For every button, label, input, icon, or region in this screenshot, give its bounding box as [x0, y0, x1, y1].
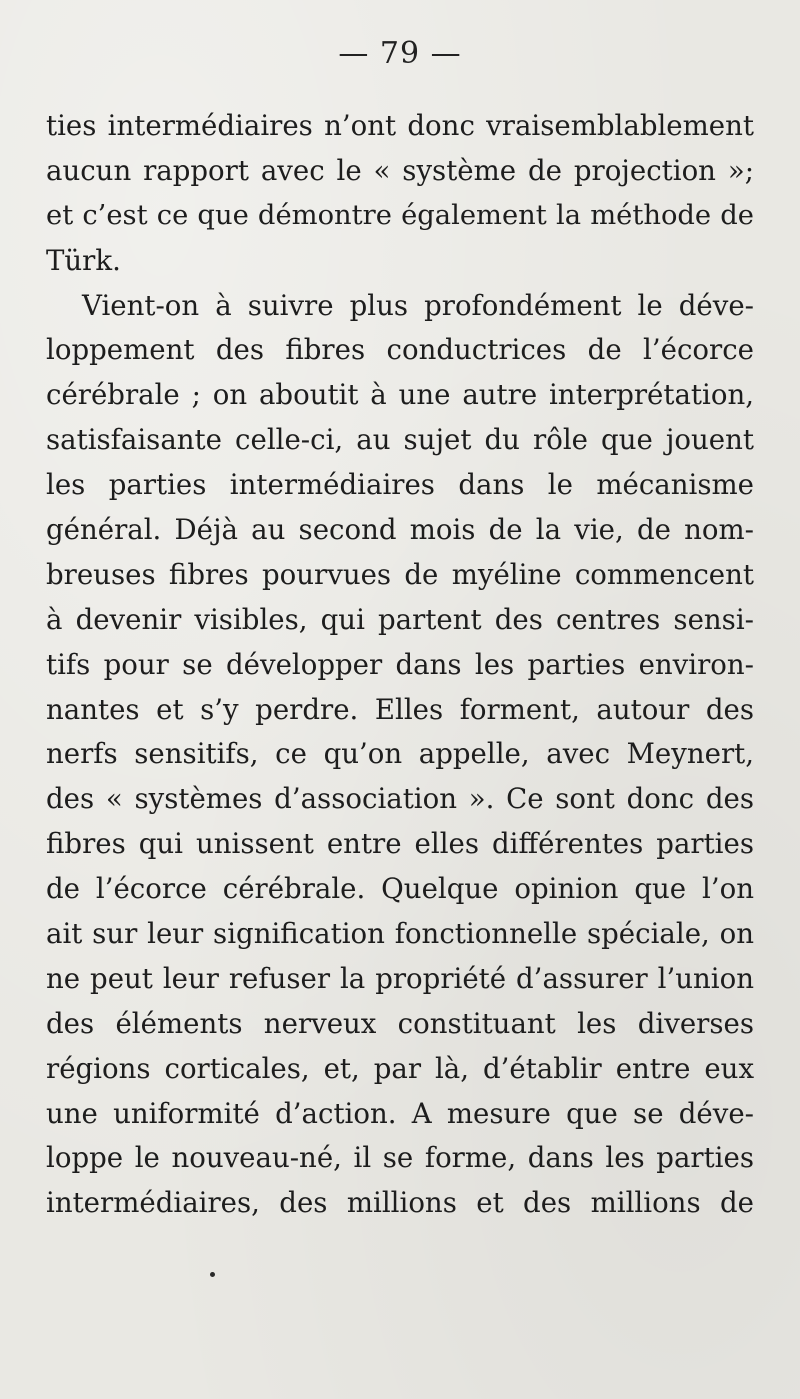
page-number: — 79 — [338, 36, 462, 71]
text-line: loppement des fibres conductrices de l’écorce [46, 333, 754, 367]
text-line: des éléments nerveux constituant les diverses [46, 1006, 754, 1040]
text-line: breuses fibres pourvues de myéline commencent [46, 557, 754, 591]
text-line: aucun rapport avec le « système de projection »; [46, 153, 754, 187]
text-line: ties intermédiaires n’ont donc vraisemblablement [46, 109, 754, 142]
text-line: des « systèmes d’association ». Ce sont donc des [46, 782, 754, 816]
text-line: cérébrale ; on aboutit à une autre interprétation, [46, 378, 754, 412]
text-line: nantes et s’y perdre. Elles forment, autour des [46, 692, 754, 726]
text-line: à devenir visibles, qui partent des centres sensi- [46, 602, 754, 636]
text-line: et c’est ce que démontre également la méthode de [46, 199, 754, 231]
text-line: intermédiaires, des millions et des millions de [46, 1186, 754, 1220]
text-line: ait sur leur signification fonctionnelle spéciale, on [46, 917, 754, 951]
text-line: les parties intermédiaires dans le mécanisme [46, 468, 754, 502]
text-line: une uniformité d’action. A mesure que se déve- [46, 1096, 754, 1130]
text-line: général. Déjà au second mois de la vie, de nom- [46, 513, 754, 547]
ink-speck [210, 1272, 215, 1277]
text-line: tifs pour se développer dans les parties environ- [46, 647, 754, 681]
text-line: Vient-on à suivre plus profondément le déve- [82, 288, 754, 322]
text-line: ne peut leur refuser la propriété d’assurer l’union [46, 961, 754, 995]
text-line: Türk. [46, 243, 121, 277]
text-line: nerfs sensitifs, ce qu’on appelle, avec Meynert, [46, 737, 754, 771]
text-line: de l’écorce cérébrale. Quelque opinion que l’on [46, 872, 754, 906]
text-line: fibres qui unissent entre elles différentes parties [46, 827, 754, 861]
text-line: satisfaisante celle-ci, au sujet du rôle que jouent [46, 423, 754, 457]
text-line: régions corticales, et, par là, d’établir entre eux [46, 1051, 754, 1085]
body-text [46, 104, 754, 1226]
text-line: loppe le nouveau-né, il se forme, dans les parties [46, 1141, 754, 1175]
